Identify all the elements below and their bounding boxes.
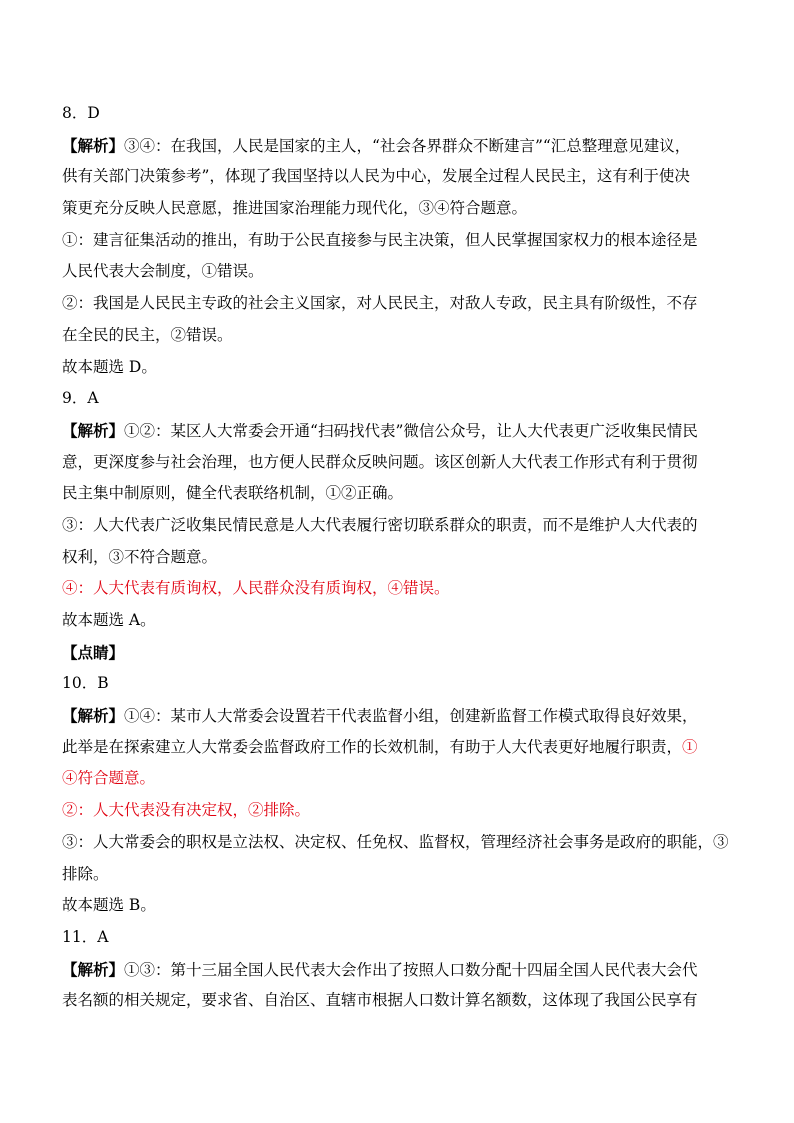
text-line (62, 732, 732, 764)
line-text: 民主集中制原则，健全代表联络机制，①②正确。 (62, 484, 404, 503)
text-line (62, 193, 732, 225)
line-text: ④符合题意。 (62, 769, 156, 788)
line-text: 表名额的相关规定，要求省、自治区、直辖市根据人口数计算名额数，这体现了我国公民享有 (62, 991, 698, 1010)
text-line (62, 383, 732, 415)
line-text: 9．A (62, 389, 99, 408)
line-text: 策更充分反映人民意愿，推进国家治理能力现代化，③④符合题意。 (62, 199, 528, 218)
text-line (62, 637, 732, 669)
text-line (62, 795, 732, 827)
text-line (62, 954, 732, 986)
text-line (62, 542, 732, 574)
line-text: ①：建言征集活动的推出，有助于公民直接参与民主决策，但人民掌握国家权力的根本途径是 (62, 230, 698, 249)
line-text: 故本题选 B。 (62, 896, 156, 915)
line-text: ③④：在我国，人民是国家的主人，“社会各界群众不断建言”“汇总整理意见建议， (124, 136, 691, 155)
text-line (62, 700, 732, 732)
text-line (62, 922, 732, 954)
text-line (62, 668, 732, 700)
text-line (62, 288, 732, 320)
text-line (62, 890, 732, 922)
line-text: 人民代表大会制度，①错误。 (62, 262, 264, 281)
line-text: 8．D (62, 104, 100, 122)
text-line (62, 985, 732, 1017)
line-text: 此举是在探索建立人大常委会监督政府工作的长效机制，有助于人大代表更好地履行职责， (62, 737, 683, 756)
line-text: 排除。 (62, 864, 109, 883)
line-text: ②：人大代表没有决定权，②排除。 (62, 801, 311, 820)
line-text: ③：人大常委会的职权是立法权、决定权、任免权、监督权，管理经济社会事务是政府的职能，③ (62, 832, 729, 851)
text-line (62, 256, 732, 288)
line-text: 11．A (62, 927, 109, 946)
text-line (62, 478, 732, 510)
section-label: 【解析】 (62, 420, 125, 440)
text-line (62, 415, 732, 447)
text-line (62, 225, 732, 257)
line-tail: ① (682, 737, 698, 756)
line-text: ①③：第十三届全国人民代表大会作出了按照人口数分配十四届全国人民代表大会代 (124, 960, 698, 979)
answer-analysis-text (62, 98, 732, 1017)
line-text: ①④：某市人大常委会设置若干代表监督小组，创建新监督工作模式取得良好效果， (124, 707, 698, 726)
section-label: 【解析】 (62, 135, 125, 155)
section-label: 【解析】 (62, 959, 125, 979)
text-line (62, 352, 732, 384)
text-line (62, 859, 732, 891)
text-line (62, 320, 732, 352)
text-line (62, 98, 732, 130)
line-text: ③：人大代表广泛收集民情民意是人大代表履行密切联系群众的职责，而不是维护人大代表的 (62, 515, 698, 534)
line-text: 在全民的民主，②错误。 (62, 325, 233, 344)
text-line (62, 827, 732, 859)
text-line (62, 510, 732, 542)
text-line (62, 447, 732, 479)
section-label: 【解析】 (62, 706, 125, 726)
line-text: 供有关部门决策参考”，体现了我国坚持以人民为中心，发展全过程人民民主，这有利于使决 (62, 167, 690, 186)
text-line (62, 573, 732, 605)
line-text: 故本题选 A。 (62, 611, 156, 629)
text-line (62, 130, 732, 162)
section-label: 【点睛】 (62, 642, 125, 662)
line-text: 意，更深度参与社会治理，也方便人民群众反映问题。该区创新人大代表工作形式有利于贯彻 (62, 452, 698, 471)
line-text: ①②：某区人大常委会开通“扫码找代表”微信公众号，让人大代表更广泛收集民情民 (124, 421, 698, 440)
line-text: ④：人大代表有质询权，人民群众没有质询权，④错误。 (62, 579, 450, 598)
text-line (62, 763, 732, 795)
line-text: ②：我国是人民民主专政的社会主义国家，对人民民主，对敌人专政，民主具有阶级性，不存 (62, 294, 698, 313)
text-line (62, 605, 732, 637)
text-line (62, 161, 732, 193)
line-text: 10．B (62, 674, 109, 693)
line-text: 权利，③不符合题意。 (62, 547, 218, 566)
line-text: 故本题选 D。 (62, 357, 157, 376)
